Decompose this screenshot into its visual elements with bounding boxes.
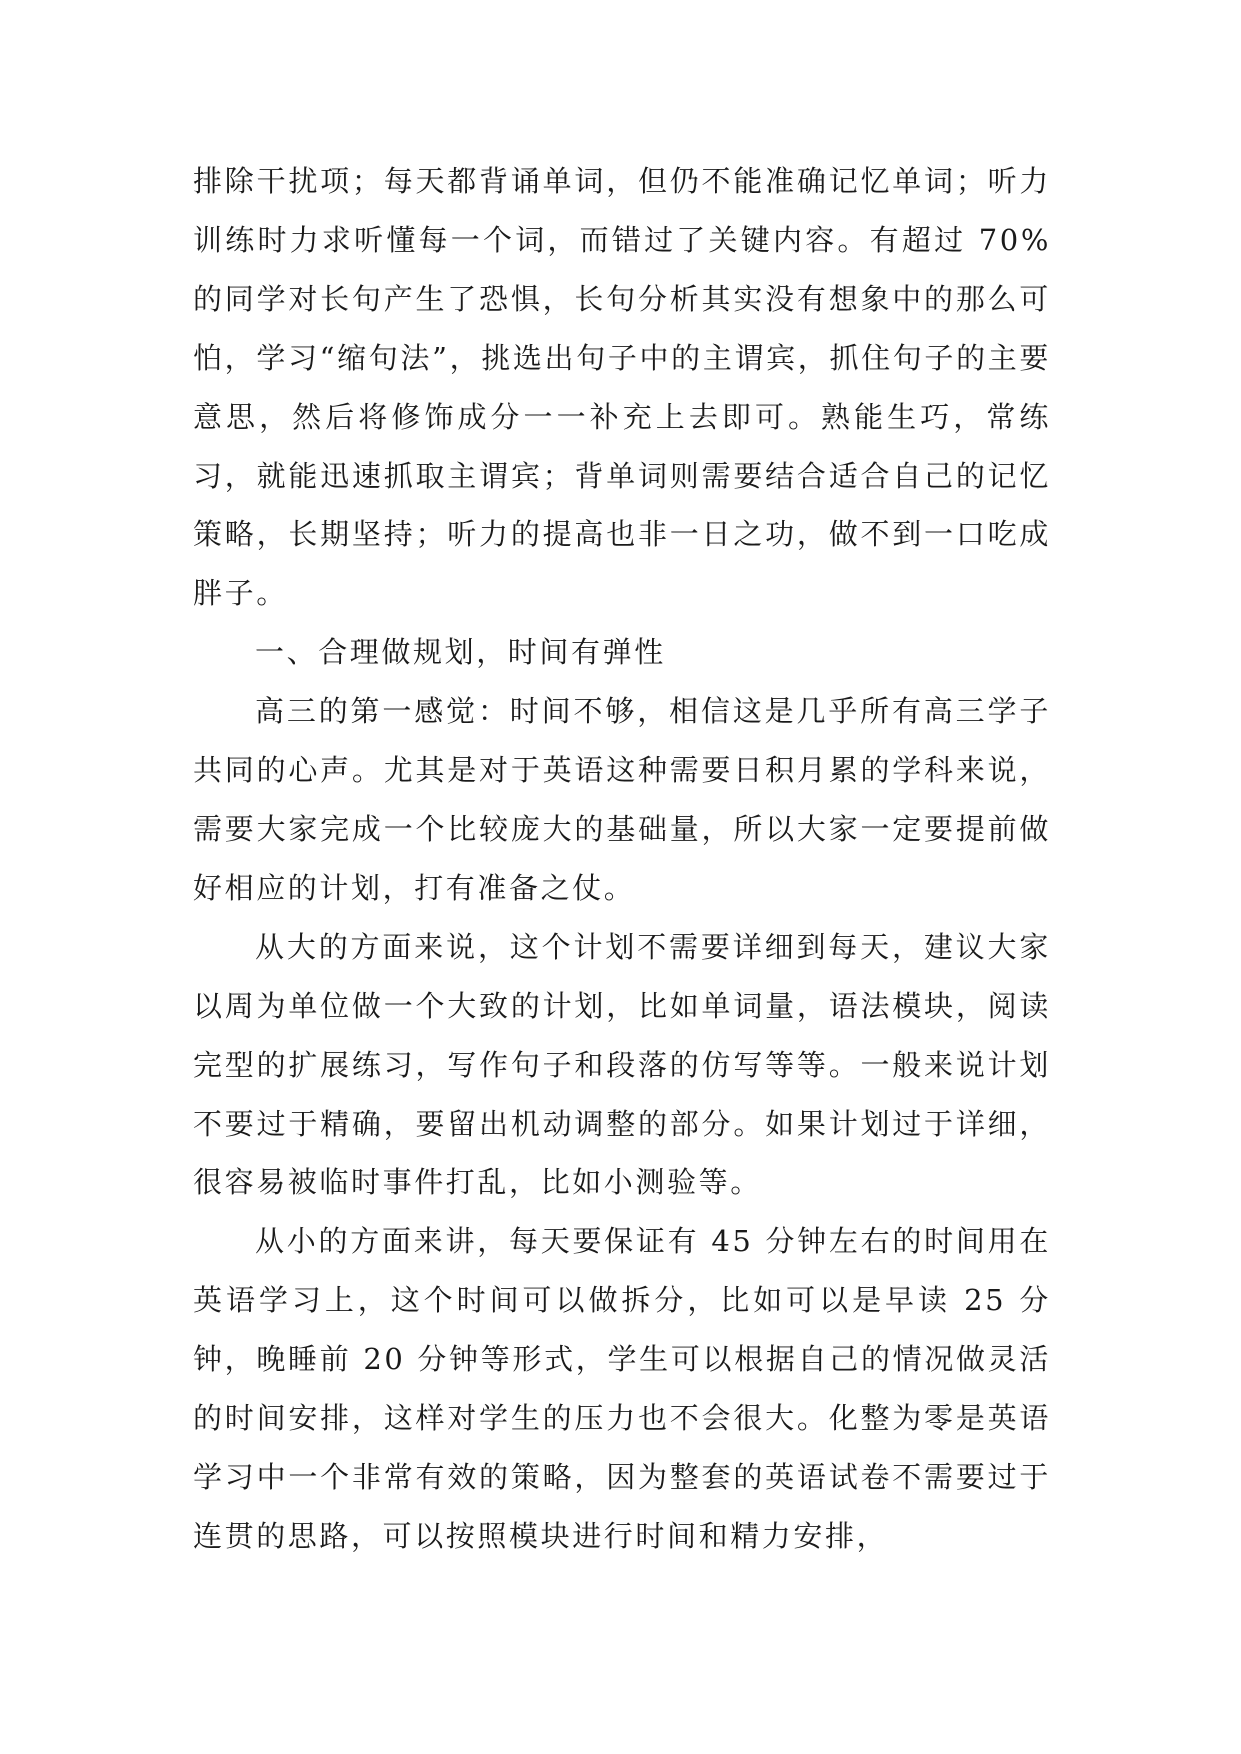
paragraph-1: 排除干扰项；每天都背诵单词，但仍不能准确记忆单词；听力训练时力求听懂每一个词，而错过了关键内容。有超过 70%的同学对长句产生了恐惧，长句分析其实没有想象中的那么可怕，学习“缩句法”，挑选出句子中的主谓宾，抓住句子的主要意思，然后将修饰成分一一补充上去即可。熟能生巧，常练习，就能迅速抓取主谓宾；背单词则需要结合适合自己的记忆策略，长期坚持；听力的提高也非一日之功，做不到一口吃成胖子。: [193, 164, 1051, 611]
paragraph-2: 高三的第一感觉：时间不够，相信这是几乎所有高三学子共同的心声。尤其是对于英语这种需要日积月累的学科来说，需要大家完成一个比较庞大的基础量，所以大家一定要提前做好相应的计划，打有准备之仗。: [193, 694, 1051, 905]
paragraph-3: 从大的方面来说，这个计划不需要详细到每天，建议大家以周为单位做一个大致的计划，比如单词量，语法模块，阅读完型的扩展练习，写作句子和段落的仿写等等。一般来说计划不要过于精确，要留出机动调整的部分。如果计划过于详细，很容易被临时事件打乱，比如小测验等。: [193, 929, 1051, 1200]
paragraph-4: 从小的方面来讲，每天要保证有 45 分钟左右的时间用在英语学习上，这个时间可以做拆分，比如可以是早读 25 分钟，晚睡前 20 分钟等形式，学生可以根据自己的情况做灵活的时间安排，这样对学生的压力也不会很大。化整为零是英语学习中一个非常有效的策略，因为整套的英语试卷不需要过于连贯的思路，可以按照模块进行时间和精力安排，: [193, 1224, 1051, 1553]
section-heading-1: 一、合理做规划，时间有弹性: [255, 635, 666, 670]
document-body: [193, 152, 1051, 1566]
